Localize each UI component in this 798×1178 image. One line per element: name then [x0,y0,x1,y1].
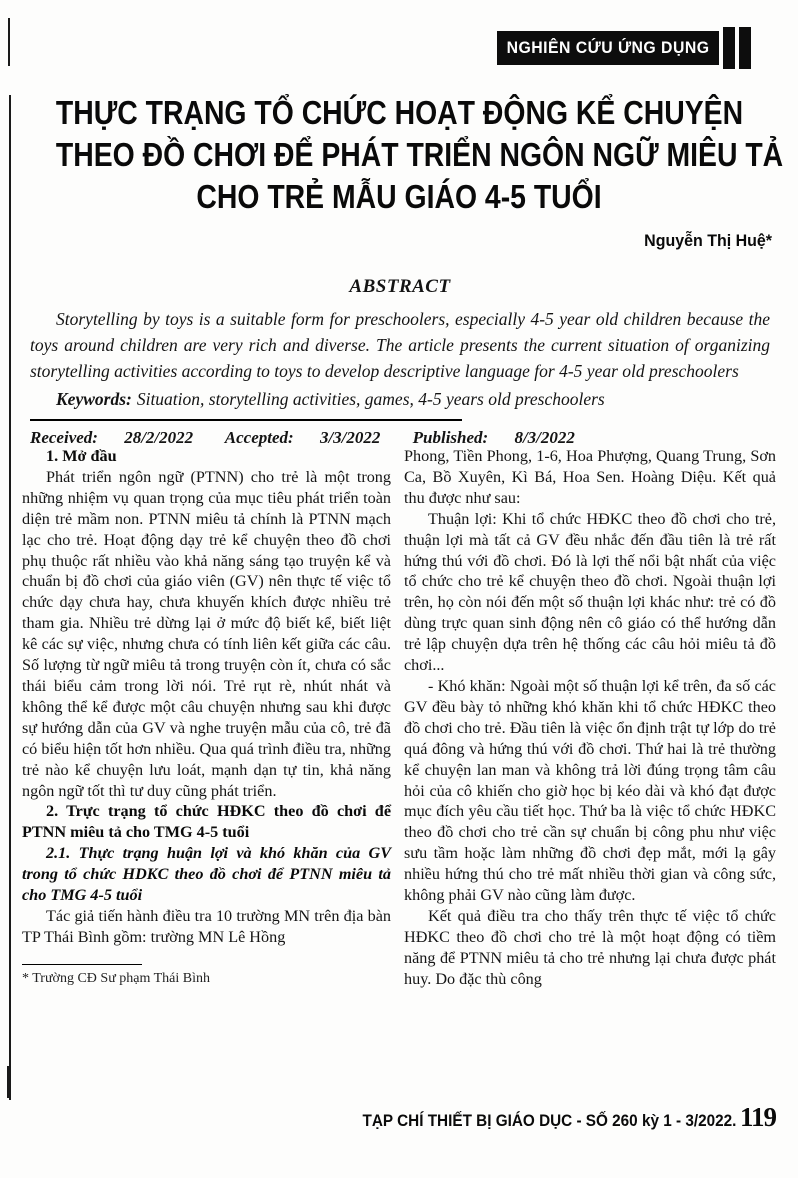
footnote-block [22,964,391,990]
section-heading-2-1: 2.1. Thực trạng huận lợi và khó khăn của GV trong tổ chức HDKC theo đồ chơi để PTNN miêu tả cho TMG 4-5 tuổi [22,844,391,905]
paragraph-difficulties: - Khó khăn: Ngoài một số thuận lợi kể trên, đa số các GV đều bày tỏ những khó khăn khi tổ chức HĐKC theo đồ chơi cho trẻ. Đầu tiên là việc ổn định trật tự lớp do trẻ quá đông và hứng thú với đồ chơi. Thứ hai là trẻ thường kể chuyện lan man và không trả lời đúng trọng tâm câu hỏi của cô khiến cho giờ học bị kéo dài và khó đạt được mục đích yêu cầu tiết học. Thứ ba là việc tổ chức HĐKC theo đồ chơi cho trẻ cần sự chuẩn bị công phu như việc sưu tầm hoặc làm những đồ chơi đẹp mắt, mới lạ gây nhiều hứng thú cho trẻ mất nhiều thời gian và công sức, không phải GV nào cũng làm được. [404,676,776,905]
abstract-heading: ABSTRACT [349,276,451,297]
keywords-text: Situation, storytelling activities, games, 4-5 years old preschoolers [136,389,605,409]
journal-name: TẠP CHÍ THIẾT BỊ GIÁO DỤC - SỐ 260 kỳ 1 - 3/2022. [362,1111,736,1130]
section-heading-1: 1. Mở đầu [46,447,117,465]
page-edge-mark-main [9,95,11,1100]
paragraph-conclusion: Kết quả điều tra cho thấy trên thực tế việc tổ chức HĐKC theo đồ chơi cho trẻ là một hoạt động có tiềm năng để PTNN miêu tả cho trẻ nhưng lại chưa được phát huy. Do đặc thù công [404,906,776,988]
paragraph-schools: Phong, Tiền Phong, 1-6, Hoa Phượng, Quang Trung, Sơn Ca, Bồ Xuyên, Kì Bá, Hoa Sen. Hoàng Diệu. Kết quả thu được như sau: [404,447,776,507]
paragraph-survey: Tác giả tiến hành điều tra 10 trường MN trên địa bàn TP Thái Bình gồm: trường MN Lê Hồng [22,906,391,946]
left-column [22,446,391,990]
paragraph-intro: Phát triển ngôn ngữ (PTNN) cho trẻ là một trong những nhiệm vụ quan trọng của mục tiêu phát triển toàn diện trẻ mầm non. PTNN miêu tả chính là PTNN mạch lạc cho trẻ. Hoạt động dạy trẻ kể chuyện theo đồ chơi phụ thuộc rất nhiều vào khả năng sáng tạo truyện kể và chuẩn bị đồ chơi của giáo viên (GV) nên thực tế việc tổ chức dạy chưa hay, chưa khuyến khích được nhiều trẻ tham gia. Nhiều trẻ dừng lại ở mức độ biết kể, biết liệt kê các sự việc, nhưng chưa có tính liên kết giữa các câu. Số lượng từ ngữ miêu tả trong truyện còn ít, chưa có sắc thái biểu cảm trong lời nói. Trẻ rụt rè, nhút nhát và không thể kể được một câu chuyện nhưng sau khi được sự hướng dẫn của GV và nghe truyện mẫu của cô, trẻ đã có biểu hiện tốt hơn nhiều. Qua quá trình điều tra, những trẻ nào kể chuyện lưu loát, mạnh dạn tự tin, khả năng ngôn ngữ tốt thì tư duy cũng phát triển. [22,467,391,800]
section-badge-label: NGHIÊN CỨU ỨNG DỤNG [506,38,710,57]
abstract-divider-rule [30,419,462,421]
body-columns [22,446,776,990]
footnote-rule [22,964,142,965]
article-title-line-3: CHO TRẺ MẪU GIÁO 4-5 TUỔI [196,178,602,215]
footnote-text: * Trường CĐ Sư phạm Thái Bình [22,970,211,986]
received-label: Received: [30,428,103,447]
keywords-label: Keywords: [56,389,132,409]
section-badge [497,31,719,65]
received-value: 28/2/2022 [124,428,194,447]
published-value: 8/3/2022 [514,428,575,447]
page-edge-mark-top [8,18,10,66]
accepted-value: 3/3/2022 [319,428,381,447]
page-footer [321,1102,776,1133]
accepted-label: Accepted: [224,428,298,447]
section-heading-2: 2. Trực trạng tổ chức HĐKC theo đồ chơi để PTNN miêu tả cho TMG 4-5 tuổi [22,802,391,842]
right-column [404,446,776,990]
article-title-line-1: THỰC TRẠNG TỔ CHỨC HOẠT ĐỘNG KỂ CHUYỆN [55,94,744,131]
header-bar-decor-1 [723,27,735,69]
page-edge-mark-bottom [7,1066,11,1098]
author-name: Nguyễn Thị Huệ* [644,231,772,250]
article-title-line-2: THEO ĐỒ CHƠI ĐỂ PHÁT TRIỂN NGÔN NGỮ MIÊU TẢ [55,136,784,173]
header-bar-decor-2 [739,27,751,69]
abstract-body: Storytelling by toys is a suitable form for preschoolers, especially 4-5 year old children because the toys around children are very rich and diverse. The article presents the current situation of organizing storytelling activities according to toys to develop descriptive language for 4-5 year old preschoolers [30,309,770,381]
abstract-section [30,276,770,450]
paragraph-advantages: Thuận lợi: Khi tổ chức HĐKC theo đồ chơi cho trẻ, thuận lợi mà tất cả GV đều nhắc đến đầu tiên là trẻ rất hứng thú với đồ chơi. Đó là lợi thế nổi bật nhất của việc tổ chức cho trẻ kể chuyện theo đồ chơi. Ngoài thuận lợi trên, họ còn nói đến một số thuận lợi khác như: trẻ có đồ dùng trực quan sinh động nên cô giáo có thể hướng dẫn trẻ lập chuyện dựa trên hệ thống các câu hỏi miêu tả đồ chơi... [404,509,776,675]
published-label: Published: [412,428,493,447]
keywords-line [30,386,770,412]
article-title [0,92,798,218]
page-number: 119 [739,1102,776,1132]
